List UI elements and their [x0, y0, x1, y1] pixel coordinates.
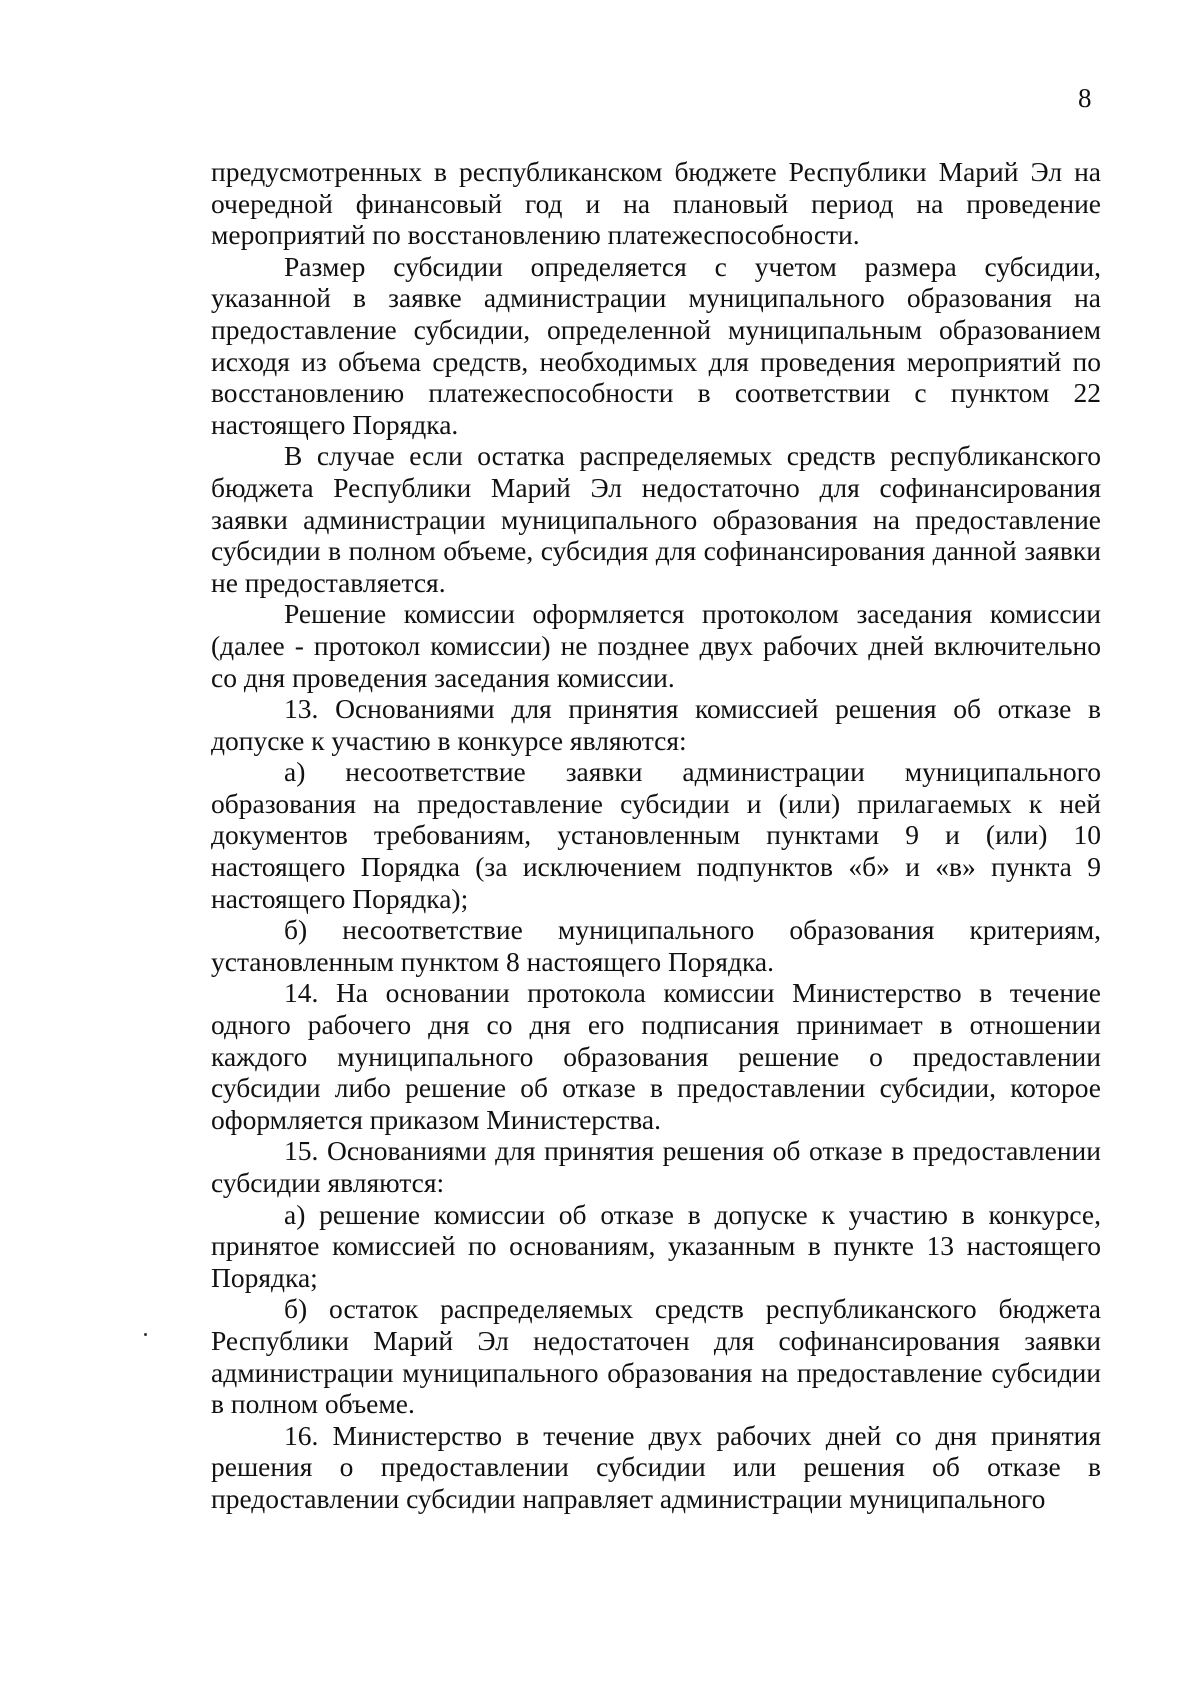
document-body — [211, 156, 1101, 1515]
paragraph-item-14: 14. На основании протокола комиссии Министерство в течение одного рабочего дня со дня его подписания принимает в отношении каждого муниципального образования решение о предоставлении субсидии либо решение об отказе в предоставлении субсидии, которое оформляется приказом Министерства. — [211, 977, 1101, 1135]
paragraph-item-15: 15. Основаниями для принятия решения об отказе в предоставлении субсидии являются: — [211, 1135, 1101, 1198]
paragraph-item-15-b: б) остаток распределяемых средств республиканского бюджета Республики Марий Эл недостаточен для софинансирования заявки администрации муниципального образования на предоставление субсидии в полном объеме. — [211, 1293, 1101, 1420]
scan-speck — [144, 1333, 147, 1336]
paragraph-item-13-a: а) несоответствие заявки администрации муниципального образования на предоставление субсидии и (или) прилагаемых к ней документов требованиям, установленным пунктами 9 и (или) 10 настоящего Порядка (за исключением подпунктов «б» и «в» пункта 9 настоящего Порядка); — [211, 756, 1101, 914]
paragraph-item-16: 16. Министерство в течение двух рабочих дней со дня принятия решения о предоставлении субсидии или решения об отказе в предоставлении субсидии направляет администрации муниципального — [211, 1419, 1101, 1514]
page-number: 8 — [1078, 83, 1092, 113]
paragraph-item-15-a: а) решение комиссии об отказе в допуске к участию в конкурсе, принятое комиссией по основаниям, указанным в пункте 13 настоящего Порядка; — [211, 1198, 1101, 1293]
paragraph-commission-decision: Решение комиссии оформляется протоколом заседания комиссии (далее - протокол комиссии) не позднее двух рабочих дней включительно со дня проведения заседания комиссии. — [211, 598, 1101, 693]
paragraph-insufficient-funds: В случае если остатка распределяемых средств республиканского бюджета Республики Марий Эл недостаточно для софинансирования заявки администрации муниципального образования на предоставление субсидии в полном объеме, субсидия для софинансирования данной заявки не предоставляется. — [211, 440, 1101, 598]
paragraph-continuation: предусмотренных в республиканском бюджете Республики Марий Эл на очередной финансовый год и на плановый период на проведение мероприятий по восстановлению платежеспособности. — [211, 156, 1101, 251]
paragraph-item-13-b: б) несоответствие муниципального образования критериям, установленным пунктом 8 настоящего Порядка. — [211, 914, 1101, 977]
paragraph-item-13: 13. Основаниями для принятия комиссией решения об отказе в допуске к участию в конкурсе являются: — [211, 693, 1101, 756]
paragraph-subsidy-size: Размер субсидии определяется с учетом размера субсидии, указанной в заявке администрации муниципального образования на предоставление субсидии, определенной муниципальным образованием исходя из объема средств, необходимых для проведения мероприятий по восстановлению платежеспособности в соответствии с пунктом 22 настоящего Порядка. — [211, 250, 1101, 440]
